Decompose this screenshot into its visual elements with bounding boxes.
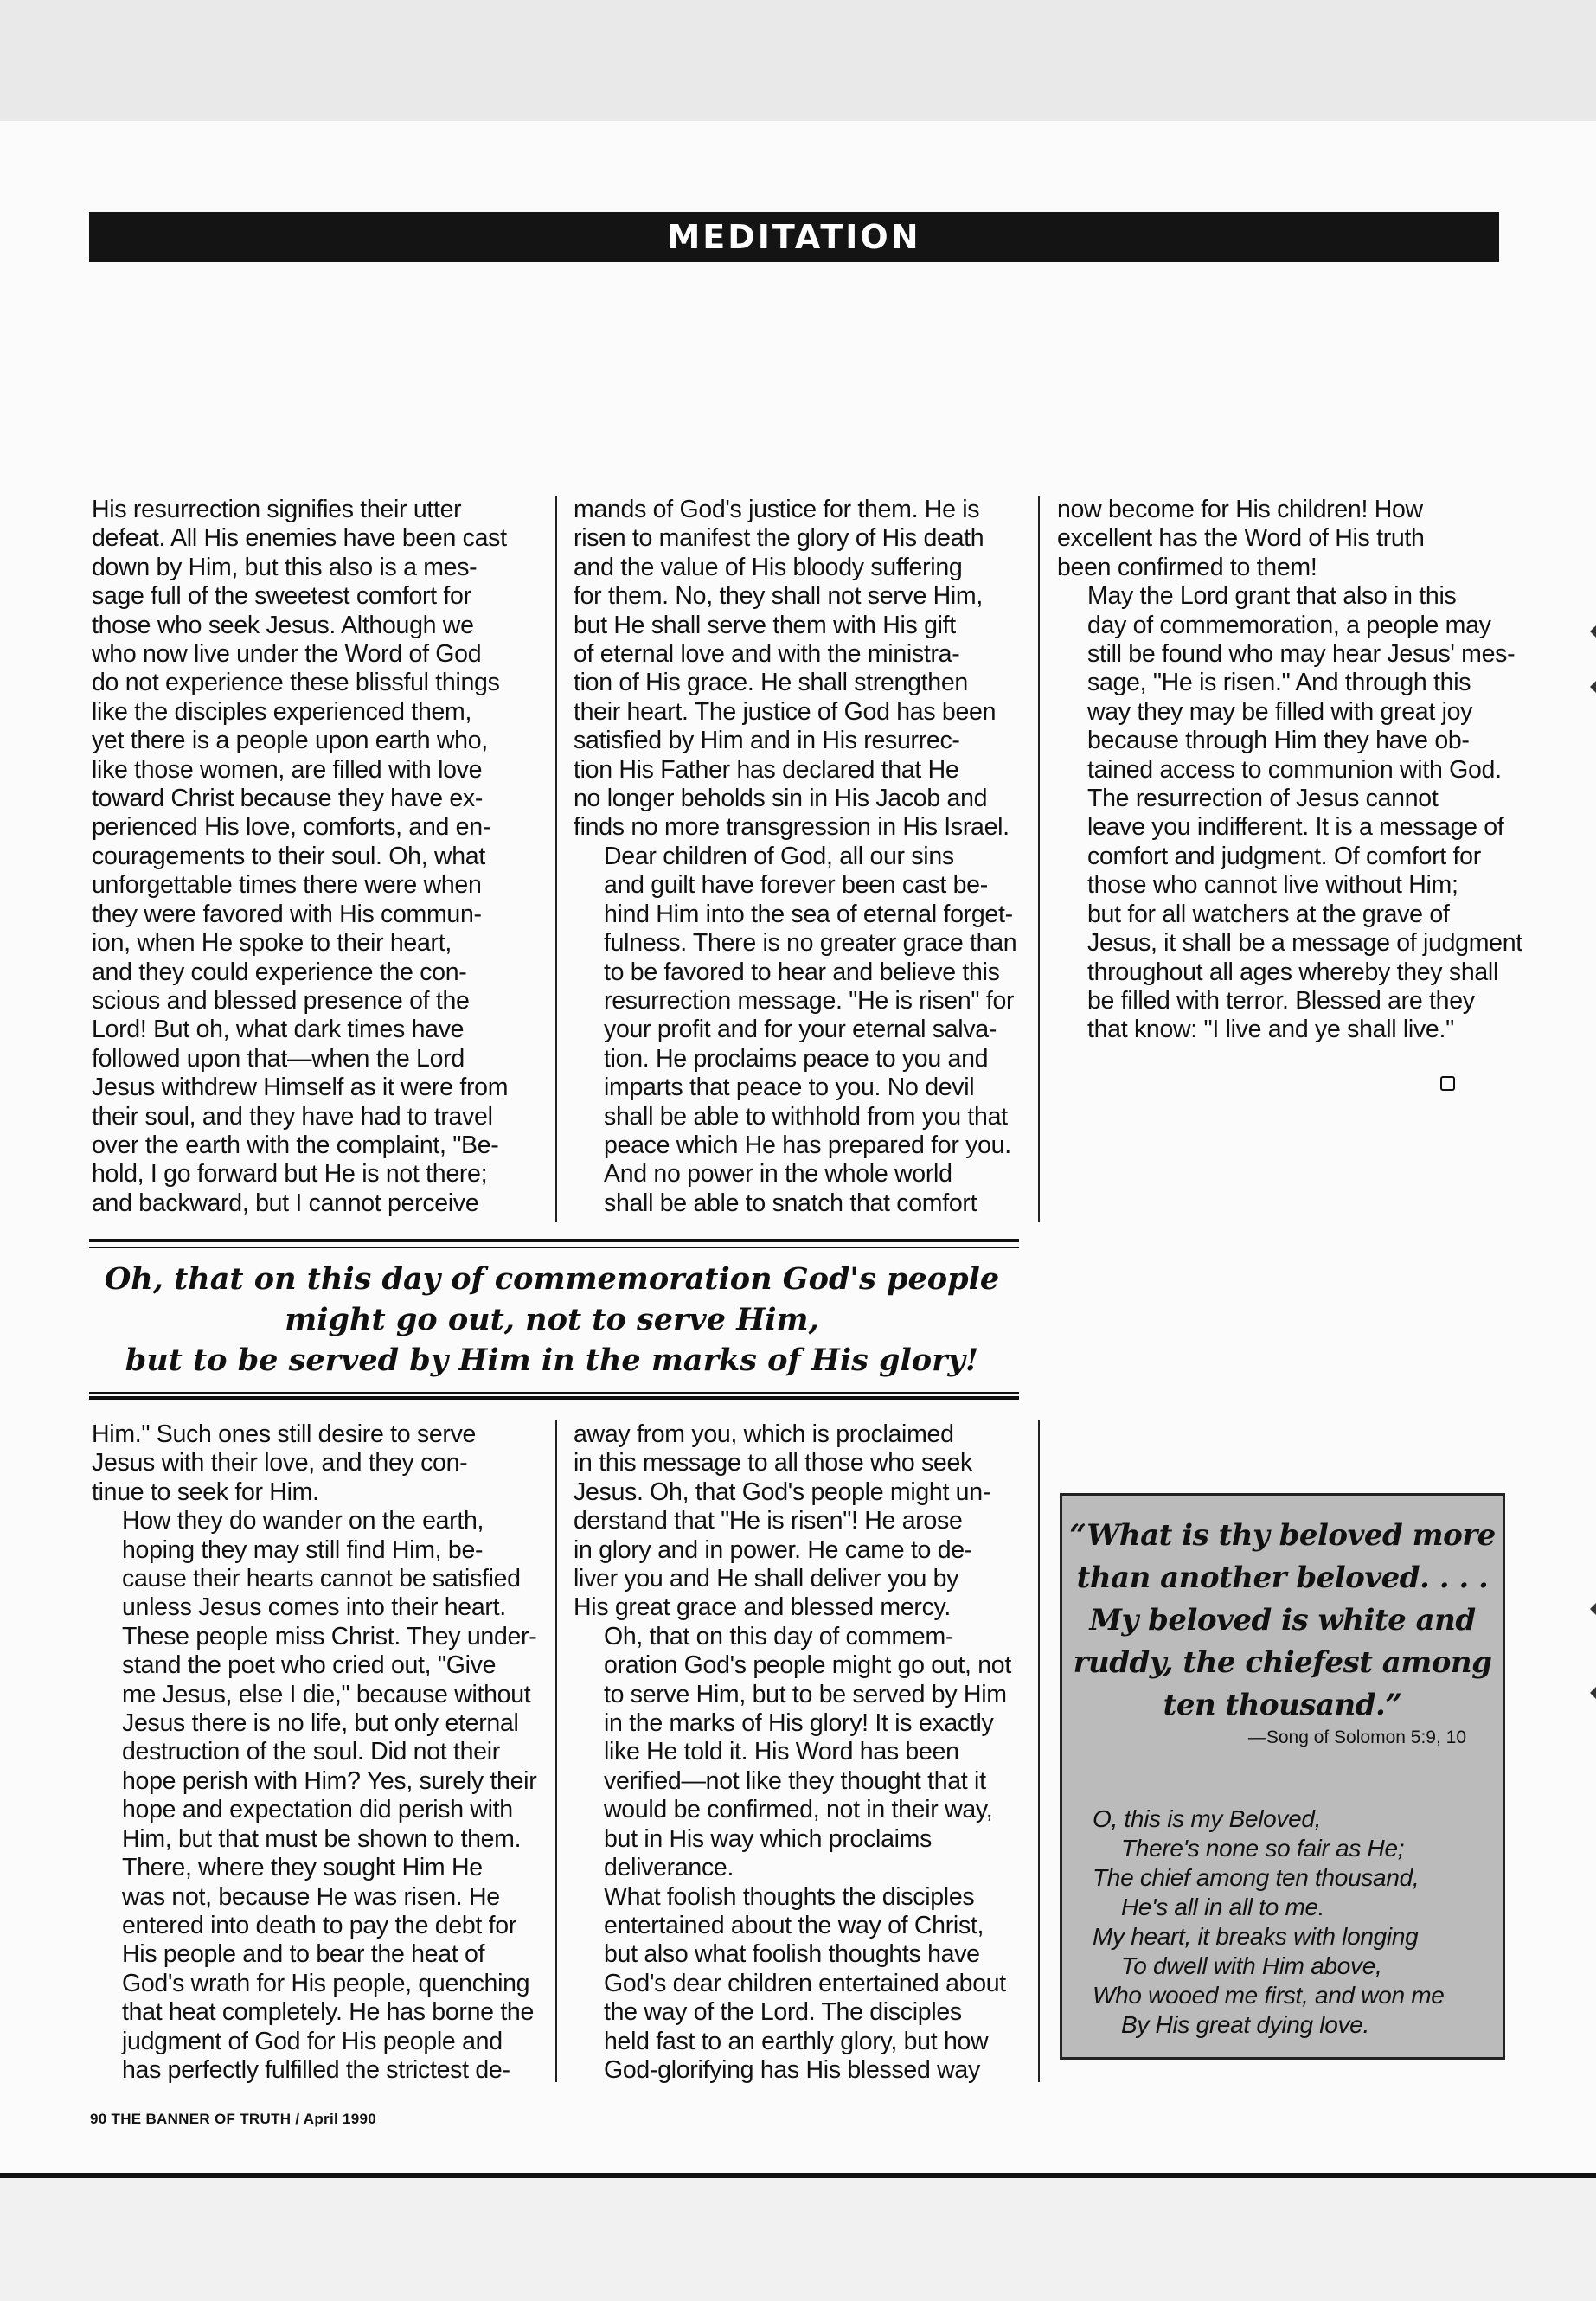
text-line: His resurrection signifies their utter xyxy=(92,496,462,523)
paragraph xyxy=(1057,496,1507,582)
text-line: me Jesus, else I die," because without xyxy=(122,1680,531,1708)
text-line: stand the poet who cried out, "Give xyxy=(122,1651,497,1680)
edge-mark xyxy=(1590,1687,1596,1699)
text-line: and backward, but I cannot perceive xyxy=(92,1189,479,1217)
text-line: satisfied by Him and in His resurrec- xyxy=(574,727,960,755)
text-line: imparts that peace to you. No devil xyxy=(604,1074,975,1102)
text-line: of eternal love and with the ministra- xyxy=(574,640,960,669)
text-line: What foolish thoughts the disciples xyxy=(604,1882,975,1911)
text-line: their heart. The justice of God has been xyxy=(574,697,997,726)
poem-line: Who wooed me first, and won me xyxy=(1093,1982,1445,2009)
paragraph xyxy=(574,1420,1032,1623)
page-footer: 90 THE BANNER OF TRUTH / April 1990 xyxy=(90,2111,377,2127)
text-line: but in His way which proclaims xyxy=(604,1824,933,1853)
text-line: their soul, and they have had to travel xyxy=(92,1102,493,1131)
text-line: defeat. All His enemies have been cast xyxy=(92,524,507,553)
edge-mark xyxy=(1590,625,1596,638)
article-column-2 xyxy=(574,496,1032,1218)
article-column-1 xyxy=(92,496,550,1218)
text-line: And no power in the whole world xyxy=(604,1160,952,1189)
text-line: been confirmed to them! xyxy=(1057,553,1317,581)
section-banner: MEDITATION xyxy=(89,212,1499,262)
text-line: destruction of the soul. Did not their xyxy=(122,1738,500,1766)
text-line: but for all watchers at the grave of xyxy=(1087,900,1450,928)
text-line: they were favored with His commun- xyxy=(92,900,482,928)
paragraph xyxy=(574,496,1032,843)
text-line: those who cannot live without Him; xyxy=(1087,871,1458,900)
poem-line: My heart, it breaks with longing xyxy=(1093,1923,1419,1950)
scan-margin xyxy=(0,2178,1596,2301)
scripture-quote-box xyxy=(1060,1493,1505,2060)
text-line: verified—not like they thought that it xyxy=(604,1766,986,1795)
column-divider xyxy=(555,1420,557,2082)
text-line: unless Jesus comes into their heart. xyxy=(122,1593,506,1622)
article-column-4 xyxy=(92,1420,550,2085)
text-line: unforgettable times there were when xyxy=(92,871,482,900)
poem-line: He's all in all to me. xyxy=(1121,1894,1325,1920)
text-line: be filled with terror. Blessed are they xyxy=(1087,986,1475,1015)
column-divider xyxy=(555,496,557,1222)
text-line: liver you and He shall deliver you by xyxy=(574,1565,959,1593)
text-line: has perfectly fulfilled the strictest de- xyxy=(122,2055,510,2084)
pullquote-line: Oh, that on this day of commemoration God's people xyxy=(104,1261,1000,1297)
text-line: but also what foolish thoughts have xyxy=(604,1940,980,1969)
text-line: leave you indifferent. It is a message of xyxy=(1087,813,1504,842)
pullquote xyxy=(89,1259,1015,1381)
text-line: These people miss Christ. They under- xyxy=(122,1622,537,1650)
text-line: throughout all ages whereby they shall xyxy=(1087,958,1498,986)
text-line: day of commemoration, a people may xyxy=(1087,611,1491,639)
text-line: peace which He has prepared for you. xyxy=(604,1131,1011,1159)
column-divider xyxy=(1038,1420,1040,2082)
text-line: now become for His children! How xyxy=(1057,496,1423,523)
text-line: entered into death to pay the debt for xyxy=(122,1911,517,1939)
text-line: would be confirmed, not in their way, xyxy=(604,1796,993,1824)
text-line: yet there is a people upon earth who, xyxy=(92,727,488,755)
scripture-citation: —Song of Solomon 5:9, 10 xyxy=(1247,1727,1466,1747)
scripture-quote-line: ten thousand.” xyxy=(1163,1688,1402,1722)
text-line: resurrection message. "He is risen" for xyxy=(604,986,1015,1015)
text-line: and the value of His bloody suffering xyxy=(574,553,963,581)
text-line: who now live under the Word of God xyxy=(92,640,482,669)
text-line: risen to manifest the glory of His death xyxy=(574,524,984,553)
pullquote-line: might go out, not to serve Him, xyxy=(285,1302,819,1337)
text-line: tion His Father has declared that He xyxy=(574,755,959,784)
poem-line: O, this is my Beloved, xyxy=(1093,1805,1322,1832)
scripture-quote-line: than another beloved. . . . xyxy=(1076,1561,1489,1595)
text-line: way they may be filled with great joy xyxy=(1087,697,1473,726)
text-line: His great grace and blessed mercy. xyxy=(574,1593,951,1622)
text-line: still be found who may hear Jesus' mes- xyxy=(1087,640,1516,669)
text-line: couragements to their soul. Oh, what xyxy=(92,842,485,870)
text-line: Dear children of God, all our sins xyxy=(604,842,954,870)
text-line: God-glorifying has His blessed way xyxy=(604,2055,980,2084)
article-column-3 xyxy=(1057,496,1522,1045)
text-line: in this message to all those who seek xyxy=(574,1449,972,1477)
poem-line: There's none so fair as He; xyxy=(1121,1835,1405,1862)
text-line: His people and to bear the heat of xyxy=(122,1940,485,1969)
pullquote-rule-top-thin xyxy=(89,1247,1019,1248)
text-line: those who seek Jesus. Although we xyxy=(92,611,474,639)
text-line: tained access to communion with God. xyxy=(1087,755,1502,784)
scripture-quote-line: ruddy, the chiefest among xyxy=(1073,1645,1492,1680)
end-mark-icon xyxy=(1440,1076,1455,1091)
text-line: no longer beholds sin in His Jacob and xyxy=(574,785,988,813)
text-line: because through Him they have ob- xyxy=(1087,727,1470,755)
text-line: sage, "He is risen." And through this xyxy=(1087,669,1471,697)
scripture-quote-line: “What is thy beloved more xyxy=(1069,1518,1496,1553)
text-line: excellent has the Word of His truth xyxy=(1057,524,1425,553)
article-column-5 xyxy=(574,1420,1032,2085)
poem-line: The chief among ten thousand, xyxy=(1093,1864,1420,1891)
paragraph xyxy=(574,1623,1032,1883)
text-line: toward Christ because they have ex- xyxy=(92,785,484,813)
text-line: shall be able to snatch that comfort xyxy=(604,1189,977,1217)
text-line: How they do wander on the earth, xyxy=(122,1507,484,1535)
text-line: scious and blessed presence of the xyxy=(92,986,470,1015)
text-line: fulness. There is no greater grace than xyxy=(604,929,1017,958)
pullquote-rule-top xyxy=(89,1239,1019,1242)
paragraph xyxy=(92,496,550,1218)
text-line: in glory and in power. He came to de- xyxy=(574,1535,972,1564)
poem-line: To dwell with Him above, xyxy=(1121,1952,1382,1979)
paragraph xyxy=(92,1507,550,1854)
text-line: Jesus there is no life, but only eternal xyxy=(122,1709,519,1738)
text-line: derstand that "He is risen"! He arose xyxy=(574,1507,963,1535)
text-line: Jesus, it shall be a message of judgment xyxy=(1087,929,1522,958)
text-line: away from you, which is proclaimed xyxy=(574,1420,954,1448)
text-line: There, where they sought Him He xyxy=(122,1854,483,1882)
text-line: to serve Him, but to be served by Him xyxy=(604,1680,1007,1708)
text-line: like He told it. His Word has been xyxy=(604,1738,959,1766)
text-line: ion, when He spoke to their heart, xyxy=(92,929,452,958)
text-line: and guilt have forever been cast be- xyxy=(604,871,988,900)
pullquote-line: but to be served by Him in the marks of His glory! xyxy=(125,1343,979,1378)
text-line: tinue to seek for Him. xyxy=(92,1477,319,1506)
edge-mark xyxy=(1590,681,1596,693)
text-line: Him." Such ones still desire to serve xyxy=(92,1420,477,1448)
text-line: hind Him into the sea of eternal forget- xyxy=(604,900,1013,928)
scripture-quote-line: My beloved is white and xyxy=(1089,1603,1476,1638)
text-line: The resurrection of Jesus cannot xyxy=(1087,785,1439,813)
text-line: deliverance. xyxy=(604,1854,734,1882)
text-line: Jesus. Oh, that God's people might un- xyxy=(574,1477,990,1506)
text-line: God's dear children entertained about xyxy=(604,1969,1006,1997)
text-line: mands of God's justice for them. He is xyxy=(574,496,980,523)
text-line: but He shall serve them with His gift xyxy=(574,611,956,639)
text-line: down by Him, but this also is a mes- xyxy=(92,553,478,581)
text-line: in the marks of His glory! It is exactly xyxy=(604,1709,994,1738)
paragraph xyxy=(1057,582,1516,785)
edge-mark xyxy=(1590,1603,1596,1615)
text-line: that know: "I live and ye shall live." xyxy=(1087,1016,1454,1044)
text-line: over the earth with the complaint, "Be- xyxy=(92,1131,499,1159)
text-line: followed upon that—when the Lord xyxy=(92,1044,465,1073)
text-line: do not experience these blissful things xyxy=(92,669,500,697)
text-line: for them. No, they shall not serve Him, xyxy=(574,582,983,611)
text-line: and they could experience the con- xyxy=(92,958,467,986)
paragraph xyxy=(1057,785,1522,1045)
text-line: tion. He proclaims peace to you and xyxy=(604,1044,989,1073)
text-line: your profit and for your eternal salva- xyxy=(604,1016,997,1044)
text-line: was not, because He was risen. He xyxy=(122,1882,500,1911)
text-line: hope perish with Him? Yes, surely their xyxy=(122,1766,537,1795)
text-line: like the disciples experienced them, xyxy=(92,697,472,726)
text-line: Jesus with their love, and they con- xyxy=(92,1449,468,1477)
text-line: that heat completely. He has borne the xyxy=(122,1998,535,2027)
column-divider xyxy=(1038,496,1040,1222)
text-line: Jesus withdrew Himself as it were from xyxy=(92,1074,509,1102)
scripture-quote xyxy=(1062,1515,1503,1727)
text-line: cause their hearts cannot be satisfied xyxy=(122,1565,521,1593)
text-line: comfort and judgment. Of comfort for xyxy=(1087,842,1481,870)
text-line: hope and expectation did perish with xyxy=(122,1796,513,1824)
text-line: shall be able to withhold from you that xyxy=(604,1102,1008,1131)
pullquote-rule-bottom xyxy=(89,1396,1019,1400)
paragraph xyxy=(92,1854,550,2085)
text-line: entertained about the way of Christ, xyxy=(604,1911,984,1939)
text-line: held fast to an earthly glory, but how xyxy=(604,2027,989,2055)
text-line: oration God's people might go out, not xyxy=(604,1651,1011,1680)
text-line: God's wrath for His people, quenching xyxy=(122,1969,530,1997)
text-line: judgment of God for His people and xyxy=(122,2027,503,2055)
text-line: hoping they may still find Him, be- xyxy=(122,1535,484,1564)
poem-line: By His great dying love. xyxy=(1121,2011,1369,2038)
text-line: Him, but that must be shown to them. xyxy=(122,1824,522,1853)
paragraph xyxy=(574,1883,1032,2086)
text-line: finds no more transgression in His Israel. xyxy=(574,813,1010,842)
text-line: hold, I go forward but He is not there; xyxy=(92,1160,488,1189)
paragraph xyxy=(92,1420,550,1507)
text-line: May the Lord grant that also in this xyxy=(1087,582,1457,611)
paragraph xyxy=(574,843,1032,1218)
poem xyxy=(1093,1804,1445,2040)
text-line: to be favored to hear and believe this xyxy=(604,958,1000,986)
text-line: Oh, that on this day of commem- xyxy=(604,1622,954,1650)
pullquote-rule-bottom-thin xyxy=(89,1392,1019,1394)
text-line: Lord! But oh, what dark times have xyxy=(92,1016,465,1044)
text-line: tion of His grace. He shall strengthen xyxy=(574,669,968,697)
text-line: like those women, are filled with love xyxy=(92,755,483,784)
text-line: sage full of the sweetest comfort for xyxy=(92,582,471,611)
text-line: perienced His love, comforts, and en- xyxy=(92,813,490,842)
text-line: the way of the Lord. The disciples xyxy=(604,1998,962,2027)
